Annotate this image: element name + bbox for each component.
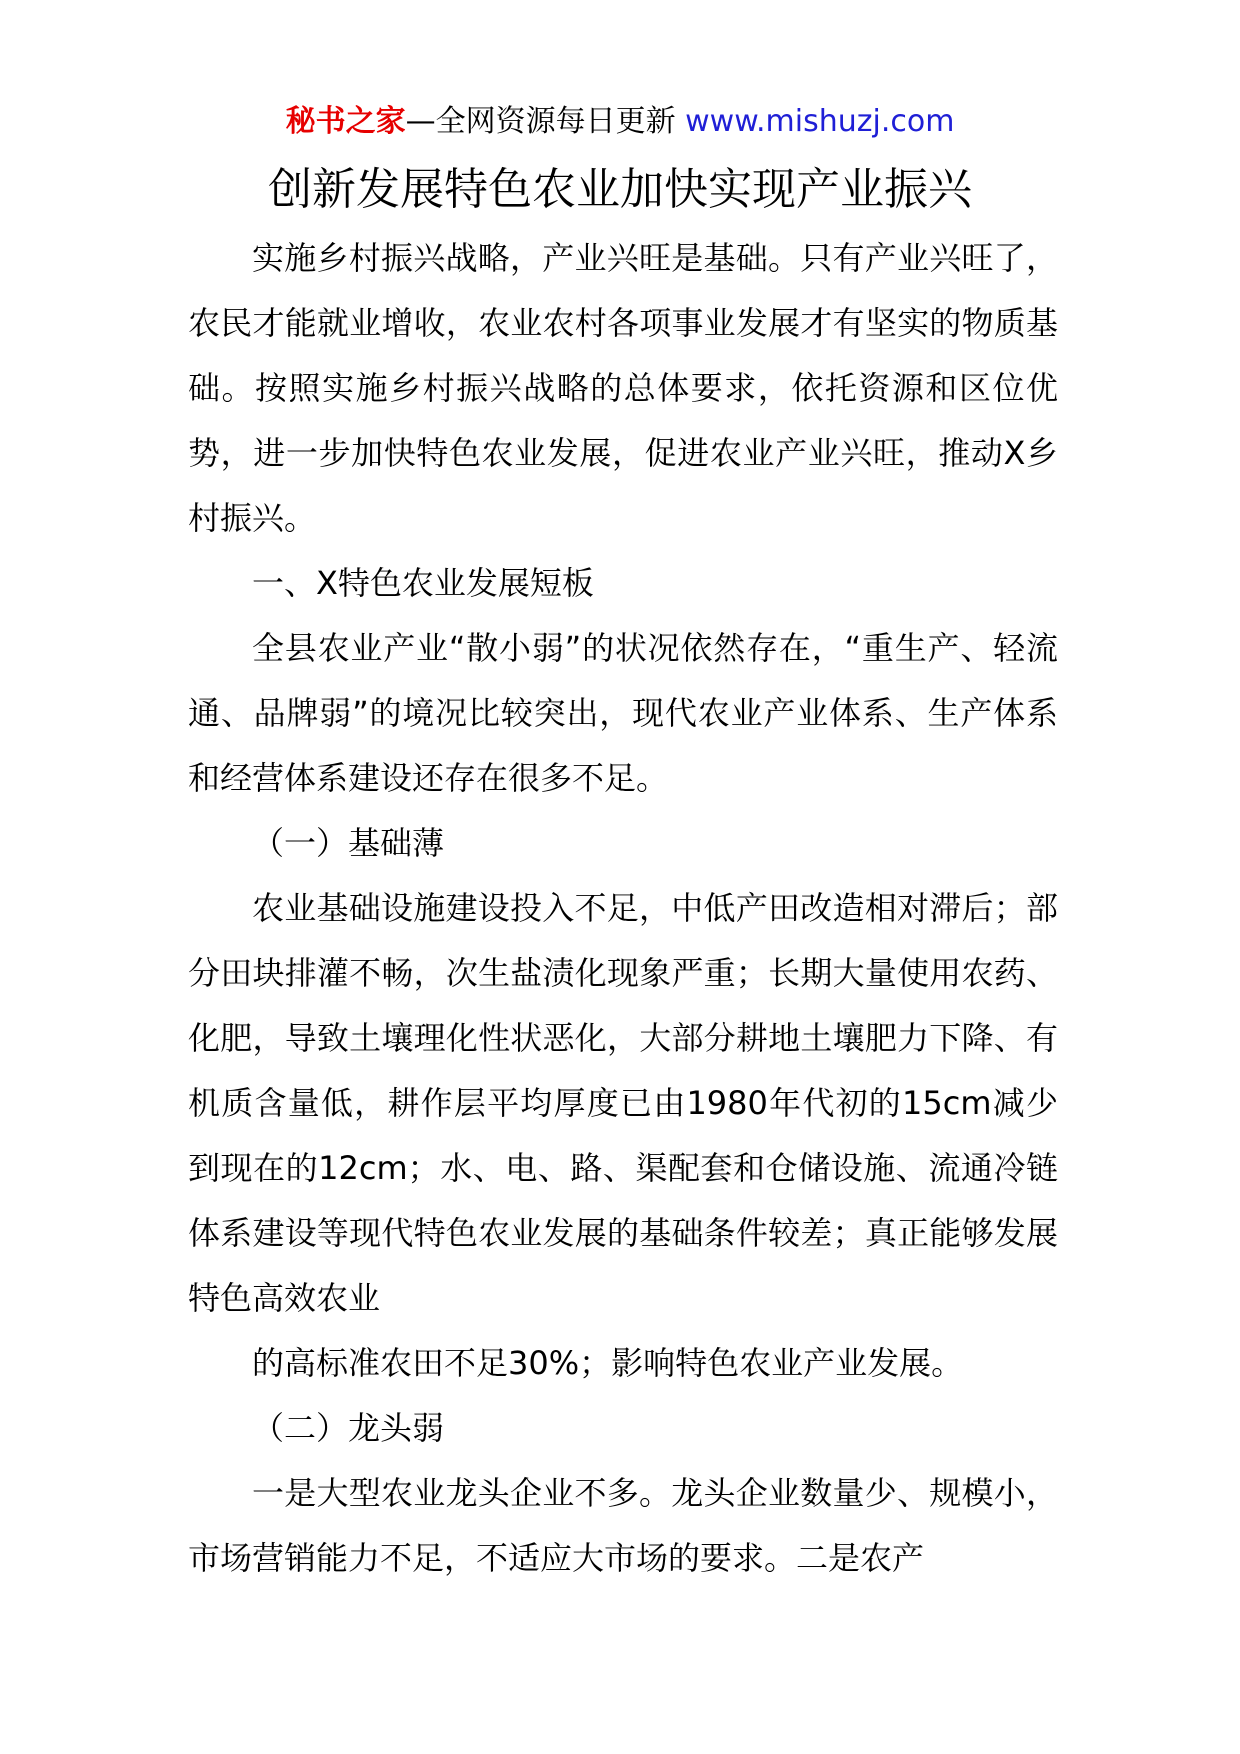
section-heading-1: 一、X特色农业发展短板 (252, 564, 594, 602)
paragraph-overview: 全县农业产业“散小弱”的状况依然存在，“重生产、轻流通、品牌弱”的境况比较突出，现代农业产业体系、生产体系和经营体系建设还存在很多不足。 (188, 629, 1058, 797)
subsection-heading-1: （一）基础薄 (252, 824, 445, 862)
paragraph-enterprises: 一是大型农业龙头企业不多。龙头企业数量少、规模小，市场营销能力不足，不适应大市场的要求。二是农产 (188, 1474, 1058, 1577)
site-header (0, 102, 1240, 142)
header-tagline: —全网资源每日更新 (405, 104, 686, 139)
paragraph-farmland: 的高标准农田不足30%；影响特色农业产业发展。 (252, 1344, 964, 1382)
paragraph-infrastructure: 农业基础设施建设投入不足，中低产田改造相对滞后；部分田块排灌不畅，次生盐渍化现象严重；长期大量使用农药、化肥，导致土壤理化性状恶化，大部分耕地土壤肥力下降、有机质含量低，耕作层平均厚度已由1980年代初的15cm减少到现在的12cm；水、电、路、渠配套和仓储设施、流通冷链体系建设等现代特色农业发展的基础条件较差；真正能够发展特色高效农业 (188, 889, 1058, 1317)
document-title: 创新发展特色农业加快实现产业振兴 (268, 164, 972, 215)
site-url: www.mishuzj.com (685, 104, 955, 139)
subsection-heading-2: （二）龙头弱 (252, 1409, 445, 1447)
document-body (188, 226, 1058, 1591)
brand-name: 秘书之家 (285, 104, 406, 139)
paragraph-intro: 实施乡村振兴战略，产业兴旺是基础。只有产业兴旺了，农民才能就业增收，农业农村各项事业发展才有坚实的物质基础。按照实施乡村振兴战略的总体要求，依托资源和区位优势，进一步加快特色农业发展，促进农业产业兴旺，推动X乡村振兴。 (188, 239, 1058, 537)
